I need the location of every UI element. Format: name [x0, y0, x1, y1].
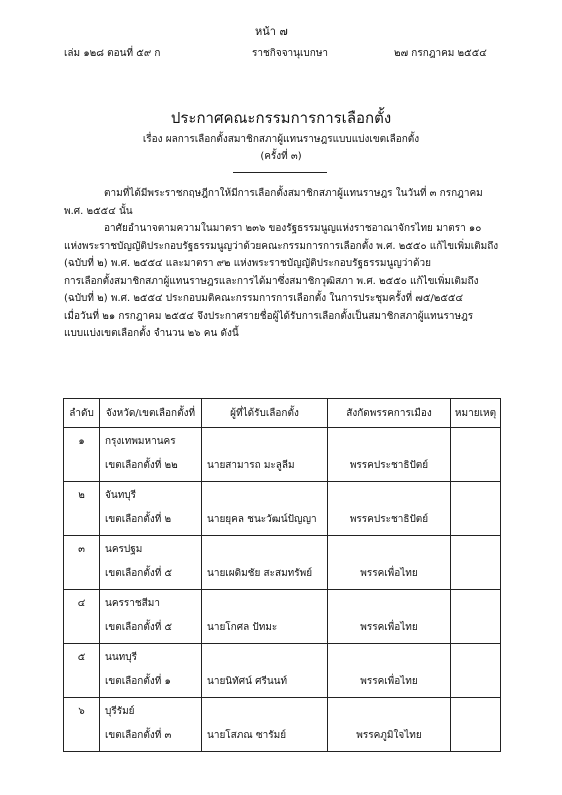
row-order: ๔ [64, 590, 100, 644]
table-row [64, 428, 501, 482]
row-district: เขตเลือกตั้งที่ ๕ [105, 622, 173, 633]
row-district: เขตเลือกตั้งที่ ๒๒ [105, 460, 178, 471]
row-candidate-cell [202, 698, 328, 752]
row-party-cell [328, 536, 451, 590]
row-candidate: นายโสภณ ซารัมย์ [207, 730, 287, 741]
row-party-cell [328, 590, 451, 644]
header-party: สังกัดพรรคการเมือง [328, 399, 451, 428]
row-note [451, 698, 501, 752]
row-province-district [100, 590, 202, 644]
paragraph-legal-basis [64, 220, 500, 343]
row-province-district [100, 698, 202, 752]
row-province: นนทบุรี [105, 652, 137, 663]
row-candidate-cell [202, 590, 328, 644]
row-party: พรรคประชาธิปัตย์ [349, 514, 429, 525]
row-candidate: นายยุคล ชนะวัฒน์ปัญญา [207, 514, 317, 525]
gazette-name: ราชกิจจานุเบกษา [252, 48, 329, 59]
row-province: นครราชสีมา [105, 598, 160, 609]
row-party: พรรคเพื่อไทย [360, 676, 418, 687]
row-district: เขตเลือกตั้งที่ ๓ [105, 730, 172, 741]
row-party-cell [328, 644, 451, 698]
header-order: ลำดับ [64, 399, 100, 428]
paragraph-line: ตามที่ได้มีพระราชกฤษฎีกาให้มีการเลือกตั้งสมาชิกสภาผู้แทนราษฎร ในวันที่ ๓ กรกฎาคม [104, 188, 483, 199]
row-district: เขตเลือกตั้งที่ ๕ [105, 568, 173, 579]
row-order: ๑ [64, 428, 100, 482]
paragraph-line: พ.ศ. ๒๕๕๔ นั้น [64, 205, 133, 217]
row-province-district [100, 428, 202, 482]
announcement-title: ประกาศคณะกรรมการการเลือกตั้ง [170, 109, 392, 127]
row-order: ๒ [64, 482, 100, 536]
paragraph-line: แบบแบ่งเขตเลือกตั้ง จำนวน ๒๖ คน ดังนี้ [64, 328, 239, 339]
title-divider [233, 172, 327, 173]
row-party: พรรคภูมิใจไทย [356, 730, 422, 741]
paragraph-line: (ฉบับที่ ๒) พ.ศ. ๒๕๕๔ ประกอบมติคณะกรรมการการเลือกตั้ง ในการประชุมครั้งที่ ๗๕/๒๕๕๔ [64, 293, 464, 304]
row-province: กรุงเทพมหานคร [105, 436, 176, 447]
page-number: หน้า ๗ [255, 25, 288, 38]
row-order: ๕ [64, 644, 100, 698]
row-province: จันทบุรี [105, 490, 137, 501]
table-header-row [64, 399, 501, 428]
row-province-district [100, 482, 202, 536]
row-party-cell [328, 698, 451, 752]
paragraph-line: การเลือกตั้งสมาชิกสภาผู้แทนราษฎรและการได้มาซึ่งสมาชิกวุฒิสภา พ.ศ. ๒๕๕๐ แก้ไขเพิ่มเติมถึง [64, 275, 479, 287]
row-order: ๖ [64, 698, 100, 752]
row-candidate: นายโกศล ปัทมะ [207, 622, 278, 633]
election-results-table [63, 398, 501, 752]
gazette-volume: เล่ม ๑๒๘ ตอนที่ ๕๙ ก [64, 48, 161, 59]
row-party-cell [328, 482, 451, 536]
row-district: เขตเลือกตั้งที่ ๒ [105, 514, 172, 525]
row-candidate-cell [202, 644, 328, 698]
row-party: พรรคประชาธิปัตย์ [349, 460, 429, 471]
row-candidate-cell [202, 482, 328, 536]
row-candidate-cell [202, 536, 328, 590]
paragraph-line: อาศัยอำนาจตามความในมาตรา ๒๓๖ ของรัฐธรรมนูญแห่งราชอาณาจักรไทย มาตรา ๑๐ [104, 223, 482, 234]
row-party: พรรคเพื่อไทย [360, 568, 418, 579]
table-row [64, 482, 501, 536]
paragraph-line: แห่งพระราชบัญญัติประกอบรัฐธรรมนูญว่าด้วยคณะกรรมการการเลือกตั้ง พ.ศ. ๒๕๕๐ แก้ไขเพิ่มเติมถึง [64, 240, 499, 252]
row-candidate: นายสามารถ มะลูลีม [207, 460, 295, 471]
row-party: พรรคเพื่อไทย [360, 622, 418, 633]
row-candidate: นายเผดิมชัย สะสมทรัพย์ [207, 568, 313, 579]
table-row [64, 536, 501, 590]
row-note [451, 644, 501, 698]
gazette-date: ๒๗ กรกฎาคม ๒๕๕๔ [394, 48, 487, 59]
row-order: ๓ [64, 536, 100, 590]
row-province: นครปฐม [105, 544, 143, 555]
row-candidate-cell [202, 428, 328, 482]
table-row [64, 644, 501, 698]
row-candidate: นายนิทัศน์ ศรีนนท์ [207, 676, 288, 687]
announcement-round: (ครั้งที่ ๓) [260, 151, 302, 162]
row-note [451, 536, 501, 590]
row-note [451, 482, 501, 536]
row-party-cell [328, 428, 451, 482]
row-district: เขตเลือกตั้งที่ ๑ [105, 676, 171, 687]
row-province-district [100, 644, 202, 698]
row-note [451, 428, 501, 482]
header-elected-person: ผู้ที่ได้รับเลือกตั้ง [202, 399, 328, 428]
table-row [64, 698, 501, 752]
header-province-district: จังหวัด/เขตเลือกตั้งที่ [100, 399, 202, 428]
announcement-subject: เรื่อง ผลการเลือกตั้งสมาชิกสภาผู้แทนราษฎรแบบแบ่งเขตเลือกตั้ง [142, 134, 420, 145]
table-row [64, 590, 501, 644]
header-remarks: หมายเหตุ [451, 399, 501, 428]
paragraph-line: (ฉบับที่ ๒) พ.ศ. ๒๕๕๔ และมาตรา ๙๒ แห่งพระราชบัญญัติประกอบรัฐธรรมนูญว่าด้วย [64, 258, 431, 269]
paragraph-line: เมื่อวันที่ ๒๑ กรกฎาคม ๒๕๕๔ จึงประกาศรายชื่อผู้ได้รับการเลือกตั้งเป็นสมาชิกสภาผู้แทนราษฎร [64, 310, 474, 322]
row-province: บุรีรัมย์ [105, 706, 135, 717]
paragraph-intro [64, 185, 500, 220]
row-note [451, 590, 501, 644]
row-province-district [100, 536, 202, 590]
